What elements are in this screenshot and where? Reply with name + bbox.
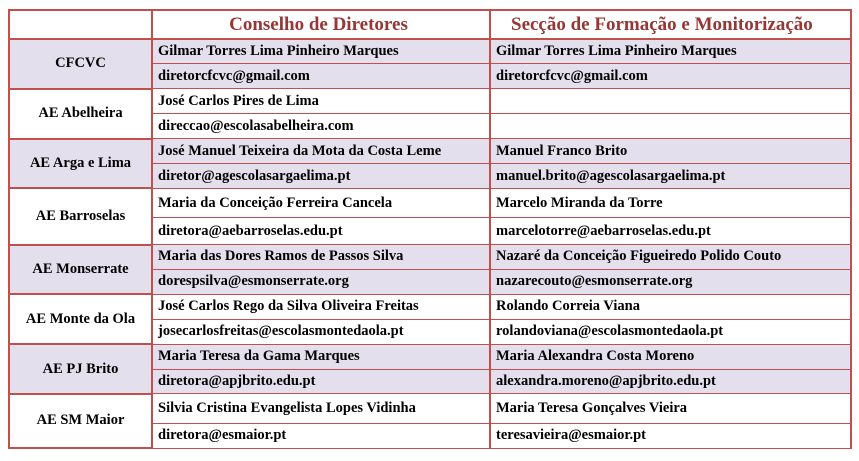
conselho-director-email: diretora@esmaior.pt [152, 423, 490, 448]
seccao-contact-email: manuel.brito@agescolasargaelima.pt [490, 164, 851, 189]
unit-name-cell: AE Arga e Lima [9, 139, 152, 189]
conselho-director-email: diretora@aebarroselas.edu.pt [152, 218, 490, 245]
conselho-director-name: Gilmar Torres Lima Pinheiro Marques [152, 39, 490, 64]
seccao-contact-name: Gilmar Torres Lima Pinheiro Marques [490, 39, 851, 64]
unit-name-cell: AE Monte da Ola [9, 294, 152, 344]
unit-name-cell: AE Monserrate [9, 245, 152, 295]
header-conselho-de-diretores: Conselho de Diretores [152, 10, 490, 39]
seccao-contact-name [490, 89, 851, 114]
seccao-contact-email: rolandoviana@escolasmontedaola.pt [490, 319, 851, 344]
conselho-director-email: diretor@agescolasargaelima.pt [152, 164, 490, 189]
seccao-contact-name: Maria Alexandra Costa Moreno [490, 344, 851, 369]
table-row [9, 294, 851, 319]
conselho-director-email: diretorcfcvc@gmail.com [152, 64, 490, 89]
conselho-director-email: diretora@apjbrito.edu.pt [152, 369, 490, 394]
header-seccao-formacao-monitorizacao: Secção de Formação e Monitorização [490, 10, 851, 39]
table-row [9, 394, 851, 423]
seccao-contact-email: marcelotorre@aebarroselas.edu.pt [490, 218, 851, 245]
conselho-director-name: Maria Teresa da Gama Marques [152, 344, 490, 369]
seccao-contact-name: Rolando Correia Viana [490, 294, 851, 319]
seccao-contact-email: teresavieira@esmaior.pt [490, 423, 851, 448]
seccao-contact-name: Maria Teresa Gonçalves Vieira [490, 394, 851, 423]
unit-name-cell: CFCVC [9, 39, 152, 89]
table-row [9, 139, 851, 164]
unit-name-cell: AE SM Maior [9, 394, 152, 448]
seccao-contact-name: Nazaré da Conceição Figueiredo Polido Couto [490, 245, 851, 270]
conselho-director-name: José Carlos Pires de Lima [152, 89, 490, 114]
table-row [9, 245, 851, 270]
table-row [9, 89, 851, 114]
seccao-contact-email: alexandra.moreno@apjbrito.edu.pt [490, 369, 851, 394]
directors-table [8, 9, 852, 449]
conselho-director-name: Maria da Conceição Ferreira Cancela [152, 188, 490, 217]
seccao-contact-email: diretorcfcvc@gmail.com [490, 64, 851, 89]
conselho-director-name: Maria das Dores Ramos de Passos Silva [152, 245, 490, 270]
conselho-director-email: direccao@escolasabelheira.com [152, 114, 490, 139]
table-row [9, 39, 851, 64]
header-row [9, 10, 851, 39]
conselho-director-name: José Carlos Rego da Silva Oliveira Freitas [152, 294, 490, 319]
unit-name-cell: AE Barroselas [9, 188, 152, 244]
unit-name-cell: AE Abelheira [9, 89, 152, 139]
table-row [9, 188, 851, 217]
unit-name-cell: AE PJ Brito [9, 344, 152, 394]
conselho-director-email: josecarlosfreitas@escolasmontedaola.pt [152, 319, 490, 344]
seccao-contact-name: Manuel Franco Brito [490, 139, 851, 164]
seccao-contact-email [490, 114, 851, 139]
seccao-contact-name: Marcelo Miranda da Torre [490, 188, 851, 217]
table-row [9, 344, 851, 369]
conselho-director-name: Silvia Cristina Evangelista Lopes Vidinha [152, 394, 490, 423]
conselho-director-email: dorespsilva@esmonserrate.org [152, 269, 490, 294]
conselho-director-name: José Manuel Teixeira da Mota da Costa Leme [152, 139, 490, 164]
seccao-contact-email: nazarecouto@esmonserrate.org [490, 269, 851, 294]
header-blank-cell [9, 10, 152, 39]
